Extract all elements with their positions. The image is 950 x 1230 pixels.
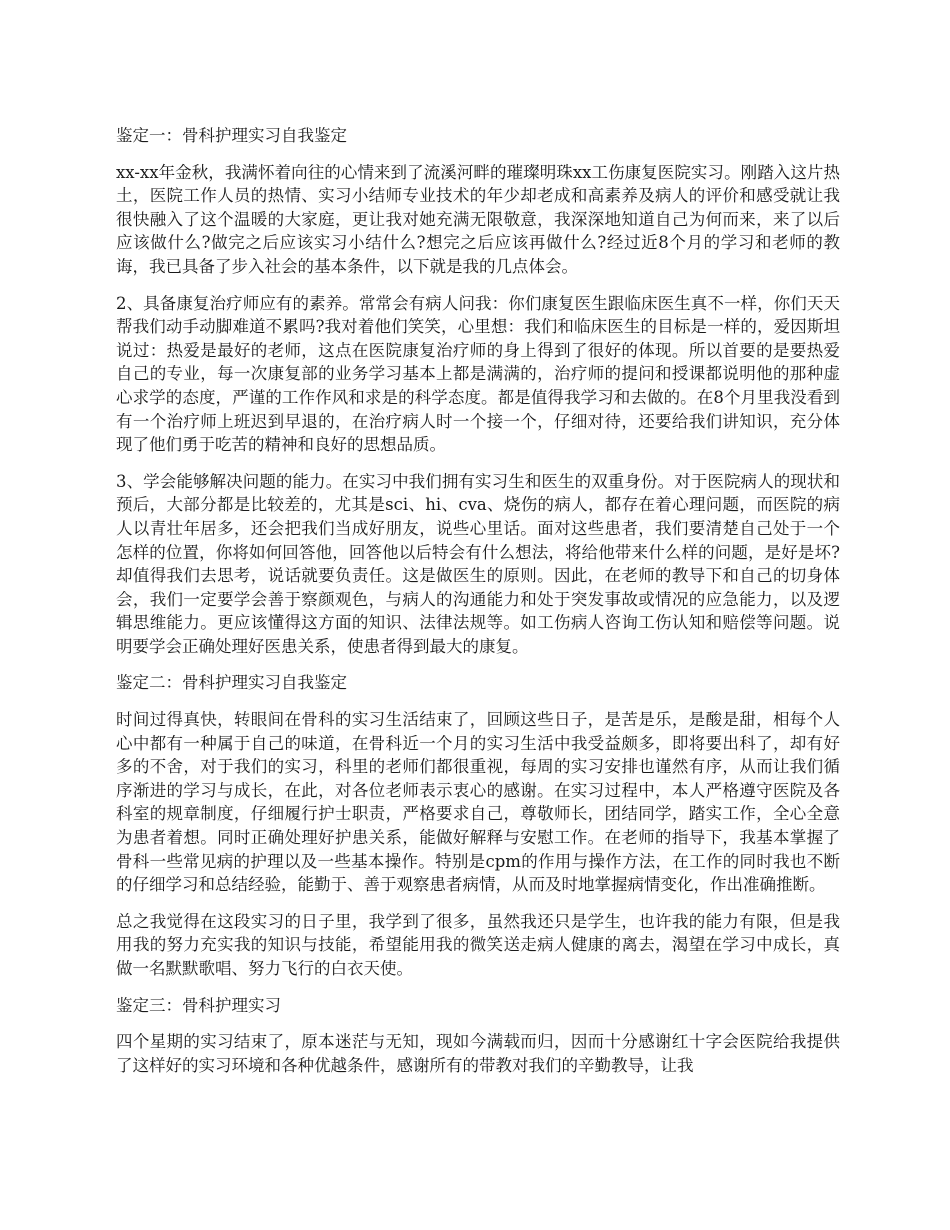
body-paragraph: 2、具备康复治疗师应有的素养。常常会有病人问我：你们康复医生跟临床医生真不一样，你们天天帮我们动手动脚难道不累吗?我对着他们笑笑，心里想：我们和临床医生的目标是一样的，爱因斯坦说过：热爱是最好的老师，这点在医院康复治疗师的身上得到了很好的体现。所以首要的是要热爱自己的专业，每一次康复部的业务学习基本上都是满满的，治疗师的提问和授课都说明他的那种虚心求学的态度，严谨的工作作风和求是的科学态度。都是值得我学习和去做的。在8个月里我没看到有一个治疗师上班迟到早退的，在治疗病人时一个接一个，仔细对待，还要给我们讲知识，充分体现了他们勇于吃苦的精神和良好的思想品质。 (116, 293, 840, 455)
body-paragraph: 时间过得真快，转眼间在骨科的实习生活结束了，回顾这些日子，是苦是乐，是酸是甜，相每个人心中都有一种属于自己的味道，在骨科近一个月的实习生活中我受益颇多，即将要出科了，却有好多的不舍，对于我们的实习，科里的老师们都很重视，每周的实习安排也谨然有序，从而让我们循序渐进的学习与成长，在此，对各位老师表示衷心的感谢。在实习过程中，本人严格遵守医院及各科室的规章制度，仔细履行护士职责，严格要求自己，尊敬师长，团结同学，踏实工作，全心全意为患者着想。同时正确处理好护患关系，能做好解释与安慰工作。在老师的指导下，我基本掌握了骨科一些常见病的护理以及一些基本操作。特别是cpm的作用与操作方法，在工作的同时我也不断的仔细学习和总结经验，能勤于、善于观察患者病情，从而及时地掌握病情变化，作出准确推断。 (116, 710, 840, 895)
body-paragraph: 四个星期的实习结束了，原本迷茫与无知，现如今满载而归，因而十分感谢红十字会医院给我提供了这样好的实习环境和各种优越条件，感谢所有的带教对我们的辛勤教导，让我 (116, 1032, 840, 1075)
section-heading: 鉴定一：骨科护理实习自我鉴定 (116, 126, 347, 145)
section-heading: 鉴定三：骨科护理实习 (116, 995, 281, 1015)
body-paragraph: 总之我觉得在这段实习的日子里，我学到了很多，虽然我还只是学生，也许我的能力有限，但是我用我的努力充实我的知识与技能，希望能用我的微笑送走病人健康的离去，渴望在学习中成长，真做一名默默歌唱、努力飞行的白衣天使。 (116, 911, 840, 978)
document-body (116, 124, 840, 1090)
body-paragraph: xx-xx年金秋，我满怀着向往的心情来到了流溪河畔的璀璨明珠xx工伤康复医院实习。刚踏入这片热土，医院工作人员的热情、实习小结师专业技术的年少却老成和高素养及病人的评价和感受就让我很快融入了这个温暖的大家庭，更让我对她充满无限敬意，我深深地知道自己为何而来，来了以后应该做什么?做完之后应该实习小结什么?想完之后应该再做什么?经过近8个月的学习和老师的教诲，我已具备了步入社会的基本条件，以下就是我的几点体会。 (116, 162, 840, 276)
section-heading: 鉴定二：骨科护理实习自我鉴定 (116, 673, 347, 693)
body-paragraph: 3、学会能够解决问题的能力。在实习中我们拥有实习生和医生的双重身份。对于医院病人的现状和预后，大部分都是比较差的，尤其是sci、hi、cva、烧伤的病人，都存在着心理问题，而医院的病人以青壮年居多，还会把我们当成好朋友，说些心里话。面对这些患者，我们要清楚自己处于一个怎样的位置，你将如何回答他，回答他以后特会有什么想法，将给他带来什么样的问题，是好是坏?却值得我们去思考，说话就要负责任。这是做医生的原则。因此，在老师的教导下和自己的切身体会，我们一定要学会善于察颜观色，与病人的沟通能力和处于突发事故或情况的应急能力，以及逻辑思维能力。更应该懂得这方面的知识、法律法规等。如工伤病人咨询工伤认知和赔偿等问题。说明要学会正确处理好医患关系，使患者得到最大的康复。 (116, 471, 840, 656)
